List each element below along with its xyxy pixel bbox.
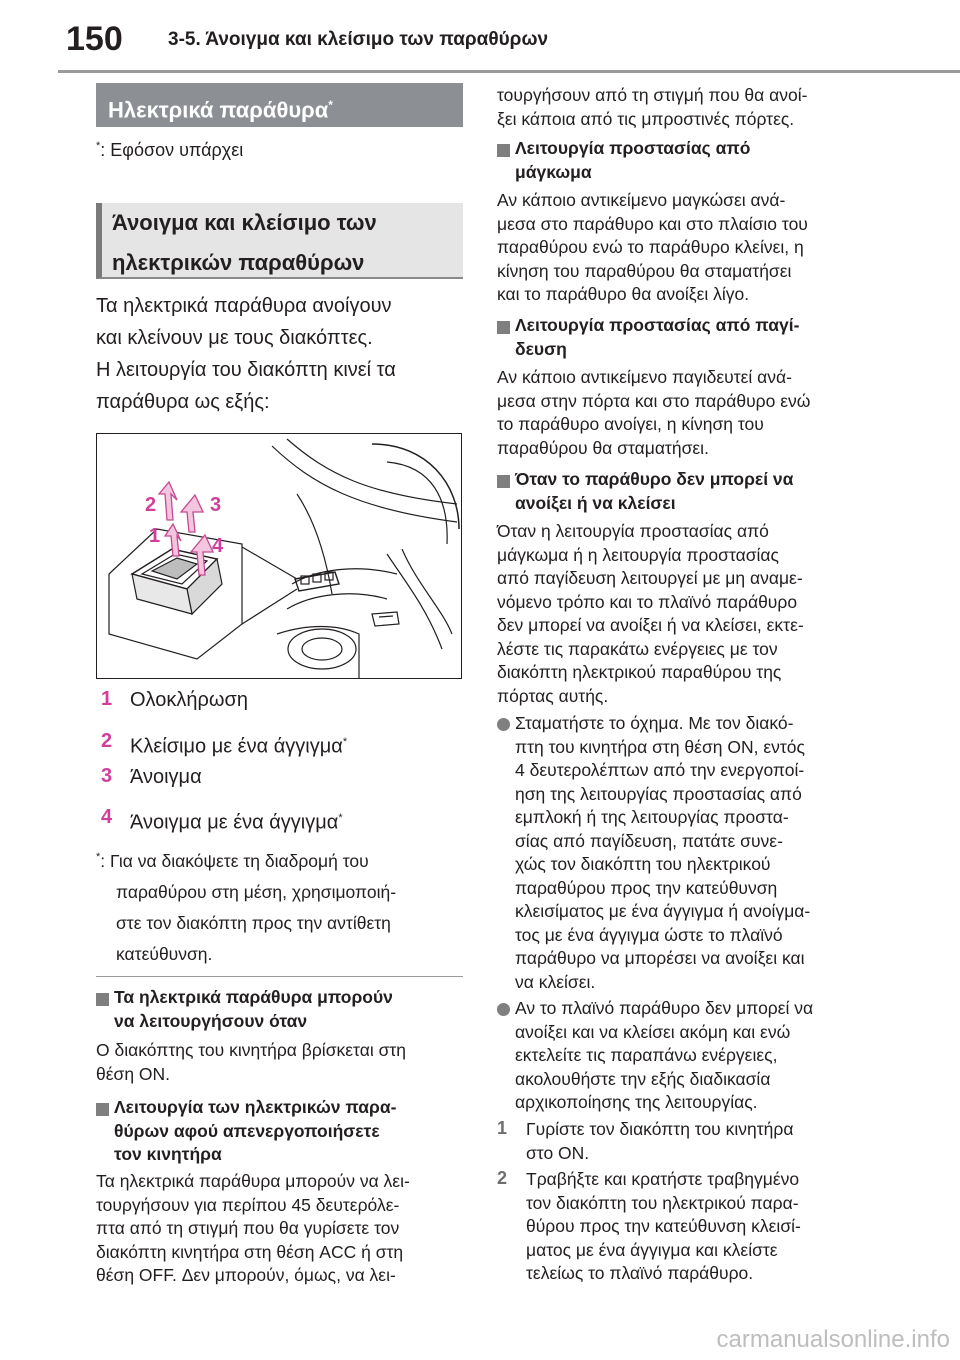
section-divider — [96, 976, 463, 977]
page-number: 150 — [66, 20, 123, 58]
continued-text: τουργήσουν από τη στιγμή που θα ανοί- ξει κάποια από τις μπροστινές πόρτες. — [497, 85, 808, 129]
square-bullet-icon — [497, 321, 510, 334]
availability-note: *: Εφόσον υπάρχει — [96, 140, 244, 160]
bullet-text: Αν το πλαϊνό παράθυρο δεν μπορεί να ανοίξει και να κλείσει ακόμη και ενώ εκτελείτε τις παραπάνω ενέργειες, ακολουθήστε την εξής διαδικασία αρχικοποίησης της λειτουργίας. — [515, 998, 814, 1112]
callout-3: 3 — [210, 494, 222, 516]
info-heading: Λειτουργία προστασίας από παγί- δευση — [515, 315, 800, 359]
info-heading: Λειτουργία προστασίας από μάγκωμα — [515, 138, 751, 182]
callout-4: 4 — [212, 535, 224, 557]
section-title: 3-5. Άνοιγμα και κλείσιμο των παραθύρων — [168, 29, 549, 50]
round-bullet-icon — [497, 718, 510, 731]
info-heading: Όταν το παράθυρο δεν μπορεί να ανοίξει ή να κλείσει — [515, 469, 794, 513]
step-text: Τραβήξτε και κρατήστε τραβηγμένο τον διακόπτη του ηλεκτρικού παρα- θύρου προς την κατεύθυνση κλεισί- ματος με ένα άγγιγμα και κλείστε τελείως το πλαϊνό παράθυρο. — [526, 1169, 801, 1283]
round-bullet-icon — [497, 1003, 510, 1016]
info-body: Αν κάποιο αντικείμενο παγιδευτεί ανά- μεσα στην πόρτα και στο παράθυρο ενώ το παράθυρο ανοίγει, η κίνηση του παραθύρου θα σταματήσει. — [497, 367, 811, 458]
step-number: 2 — [101, 730, 113, 752]
square-bullet-icon — [96, 993, 109, 1006]
subhead-line-2: ηλεκτρικών παραθύρων — [112, 250, 365, 275]
square-bullet-icon — [497, 144, 510, 157]
step-text: Ολοκλήρωση — [130, 689, 248, 711]
subhead-line-1: Άνοιγμα και κλείσιμο των — [112, 210, 377, 235]
info-body: Αν κάποιο αντικείμενο μαγκώσει ανά- μεσα στο παράθυρο και στο πλαίσιο του παραθύρου ενώ το παράθυρο κλείνει, η κίνηση του παραθύρου θα σταματήσει και το παράθυρο θα ανοίξει λίγο. — [497, 190, 808, 304]
step-text: Κλείσιμο με ένα άγγιγμα* — [130, 735, 348, 758]
info-heading: Τα ηλεκτρικά παράθυρα μπορούν να λειτουργήσουν όταν — [114, 987, 393, 1031]
info-body: Ο διακόπτης του κινητήρα βρίσκεται στη θέση ON. — [96, 1040, 407, 1084]
subsection-heading — [96, 203, 463, 279]
info-heading: Λειτουργία των ηλεκτρικών παρα- θύρων αφού απενεργοποιήσετε τον κινητήρα — [114, 1097, 397, 1164]
step-number: 2 — [497, 1168, 508, 1188]
info-body: Τα ηλεκτρικά παράθυρα μπορούν να λει- τουργήσουν για περίπου 45 δευτερόλε- πτα από τη στιγμή που θα γυρίσετε τον διακόπτη κινητήρα στη θέση ACC ή στη θέση OFF. Δεν μπορούν, όμως, να λει- — [96, 1171, 410, 1285]
step-text: Άνοιγμα με ένα άγγιγμα* — [130, 811, 343, 834]
step-text: Άνοιγμα — [130, 766, 202, 788]
step-number: 1 — [101, 688, 113, 710]
band-star: * — [328, 98, 333, 112]
info-body: Όταν η λειτουργία προστασίας από μάγκωμα ή η λειτουργία προστασίας από παγίδευση λειτουργεί με μη αναμε- νόμενο τρόπο και το πλαϊνό παράθυρο δεν μπορεί να ανοίξει ή να κλείσει, εκτε- λέστε τις παρακάτω ενέργειες με τον διακόπτη ηλεκτρικού παραθύρου της πόρτας αυτής. — [497, 521, 804, 706]
step-number: 1 — [497, 1118, 508, 1138]
window-switch-illustration — [96, 433, 462, 679]
step-text: Γυρίστε τον διακόπτη του κινητήρα στο ON. — [526, 1119, 794, 1163]
intro-text: Τα ηλεκτρικά παράθυρα ανοίγουν και κλείνουν με τους διακόπτες. Η λειτουργία του διακόπτη κινεί τα παράθυρα ως εξής: — [96, 295, 396, 413]
section-band — [96, 83, 463, 127]
bullet-text: Σταματήστε το όχημα. Με τον διακό- πτη του κινητήρα στη θέση ON, εντός 4 δευτερολέπτων από την ενεργοποί- ηση της λειτουργίας προστασίας από εμπλοκή ή της λειτουργίας προστα- σίας από παγίδευση, πατάτε συνε- χώς τον διακόπτη του ηλεκτρικού παραθύρου προς την κατεύθυνση κλεισίματος με ένα άγγιγμα ή ανοίγμα- τος με ένα άγγιγμα ώστε το πλαϊνό παράθυρο να μπορέσει να ανοίξει και να κλείσει. — [515, 713, 811, 992]
illustration-drawing — [97, 434, 463, 680]
steps-footnote: *: Για να διακόψετε τη διαδρομή του παραθύρου στη μέση, χρησιμοποιή- στε τον διακόπτη προς την αντίθετη κατεύθυνση. — [96, 850, 397, 964]
callout-1: 1 — [149, 525, 161, 547]
watermark: carmanualsonline.info — [716, 1326, 950, 1353]
step-number: 4 — [101, 806, 113, 828]
callout-2: 2 — [145, 494, 157, 516]
square-bullet-icon — [96, 1103, 109, 1116]
step-number: 3 — [101, 765, 113, 787]
band-title: Ηλεκτρικά παράθυρα — [108, 97, 329, 123]
square-bullet-icon — [497, 475, 510, 488]
header-rule — [58, 70, 960, 73]
